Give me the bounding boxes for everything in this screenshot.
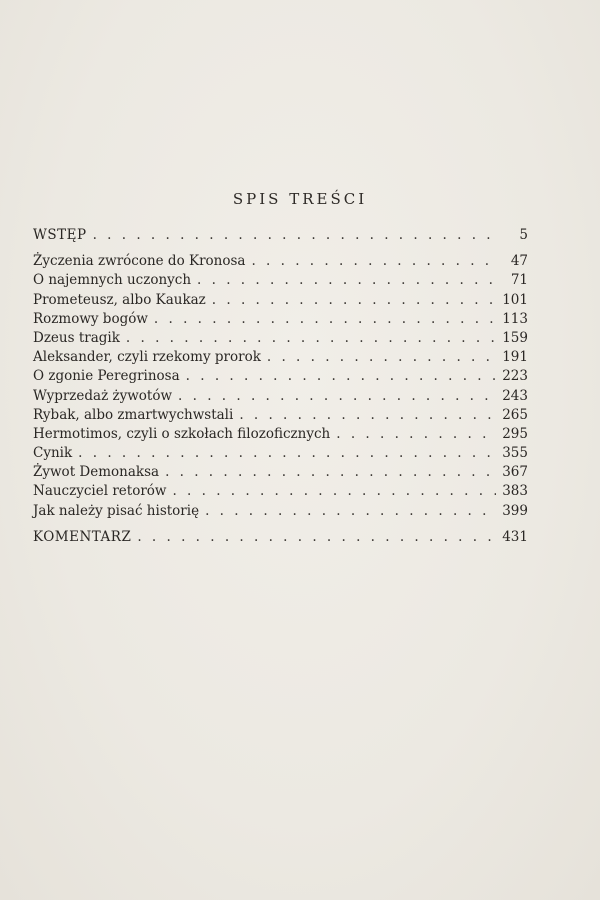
dot-leader <box>78 444 496 463</box>
toc-entry-page: 191 <box>502 349 528 366</box>
toc-entry-label: Żywot Demonaksa <box>33 464 160 481</box>
toc-entry-page: 295 <box>502 425 528 442</box>
dot-leader <box>205 502 496 521</box>
toc-entry-label: Rybak, albo zmartwychwstali <box>33 406 234 423</box>
toc-entry-label: Nauczyciel retorów <box>33 483 167 500</box>
toc-entry-label: Jak należy pisać historię <box>33 502 200 519</box>
toc-entry-intro <box>33 226 528 245</box>
dot-leader <box>154 310 496 329</box>
toc-entry <box>33 406 528 425</box>
toc-entry-page: 399 <box>502 502 528 519</box>
toc-entry-label: KOMENTARZ <box>33 528 132 545</box>
toc-entry-page: 355 <box>502 445 528 462</box>
toc-entry-label: O zgonie Peregrinosa <box>33 368 180 385</box>
toc-entry-label: O najemnych uczonych <box>33 272 192 289</box>
toc-entry <box>33 482 528 501</box>
dot-leader <box>197 271 496 290</box>
toc-entry-page: 431 <box>502 528 528 545</box>
toc-entry-page: 265 <box>502 406 528 423</box>
toc-entry-page: 101 <box>502 291 528 308</box>
dot-leader <box>267 348 496 367</box>
toc-entry-page: 243 <box>502 387 528 404</box>
toc-entry-label: Wyprzedaż żywotów <box>33 387 173 404</box>
dot-leader <box>239 406 496 425</box>
toc-entry-label: Prometeusz, albo Kaukaz <box>33 291 206 308</box>
toc-heading: SPIS TREŚCI <box>232 190 368 208</box>
toc-entry-commentary <box>33 528 528 547</box>
dot-leader <box>165 463 496 482</box>
toc-entry-page: 159 <box>502 329 528 346</box>
toc-entry <box>33 252 528 271</box>
toc-entry <box>33 444 528 463</box>
toc-entry-page: 367 <box>502 464 528 481</box>
dot-leader <box>251 252 496 271</box>
toc-entry-page: 47 <box>510 253 528 270</box>
toc-entry-page: 383 <box>502 483 528 500</box>
toc-entry <box>33 310 528 329</box>
toc-entry <box>33 271 528 290</box>
toc-entry-page: 223 <box>502 368 528 385</box>
toc-entry-page: 5 <box>519 227 528 243</box>
toc-entry-label: Rozmowy bogów <box>33 310 148 327</box>
table-of-contents <box>33 226 528 547</box>
dot-leader <box>137 528 496 547</box>
dot-leader <box>186 367 496 386</box>
toc-entry-label: Hermotimos, czyli o szkołach filozoficznych <box>33 425 331 442</box>
toc-entry-page: 71 <box>510 272 528 289</box>
toc-entry <box>33 348 528 367</box>
toc-entry <box>33 291 528 310</box>
toc-entry-page: 113 <box>502 310 528 327</box>
toc-entry <box>33 425 528 444</box>
dot-leader <box>336 425 496 444</box>
dot-leader <box>178 387 496 406</box>
toc-entry-label: Życzenia zwrócone do Kronosa <box>33 253 246 270</box>
dot-leader <box>172 482 496 501</box>
toc-entry <box>33 367 528 386</box>
dot-leader <box>126 329 496 348</box>
dot-leader <box>212 291 496 310</box>
toc-entry-label: Dzeus tragik <box>33 329 120 346</box>
toc-entry <box>33 463 528 482</box>
dot-leader <box>93 226 496 245</box>
toc-entry-label: Aleksander, czyli rzekomy prorok <box>33 349 261 366</box>
toc-entry <box>33 502 528 521</box>
toc-entry-label: WSTĘP <box>33 227 87 243</box>
toc-entry <box>33 387 528 406</box>
toc-entry-label: Cynik <box>33 445 73 462</box>
toc-entry <box>33 329 528 348</box>
